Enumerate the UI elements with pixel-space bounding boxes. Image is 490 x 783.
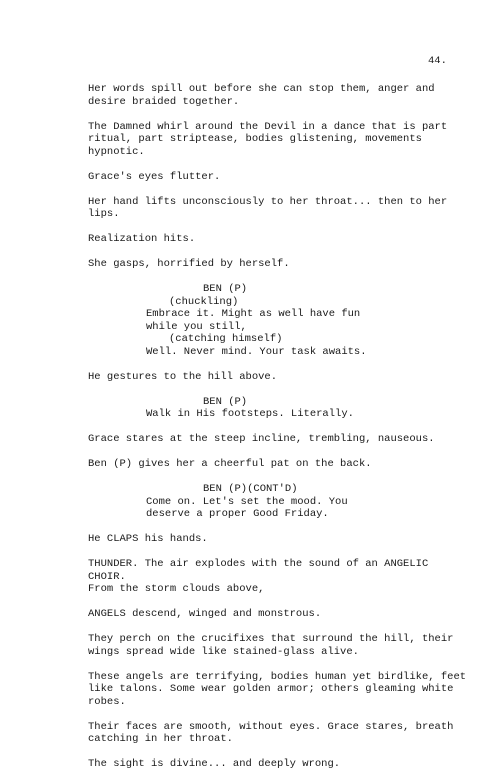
- dialogue-block: [88, 396, 468, 421]
- action-paragraph: He CLAPS his hands.: [88, 533, 208, 545]
- parenthetical: (chuckling): [169, 295, 239, 308]
- action-paragraph: Grace stares at the steep incline, trembling, nauseous.: [88, 433, 435, 445]
- action-paragraph: The sight is divine... and deeply wrong.: [88, 758, 341, 770]
- parenthetical: (catching himself): [169, 333, 283, 345]
- action-paragraph: They perch on the crucifixes that surround the hill, their wings spread wide like stained-glass alive.: [88, 633, 454, 658]
- action-paragraph: Ben (P) gives her a cheerful pat on the back.: [88, 458, 372, 470]
- dialogue-line: Embrace it. Might as well have fun while you still,: [146, 308, 361, 333]
- dialogue-line: Walk in His footsteps. Literally.: [146, 408, 354, 420]
- action-paragraph: He gestures to the hill above.: [88, 370, 278, 383]
- action-paragraph: Realization hits.: [88, 233, 196, 245]
- action-paragraph: She gasps, horrified by herself.: [88, 258, 290, 270]
- character-name: BEN (P): [203, 395, 248, 408]
- action-paragraph: Their faces are smooth, without eyes. Grace stares, breath catching in her throat.: [88, 720, 454, 745]
- action-paragraph: The Damned whirl around the Devil in a dance that is part ritual, part striptease, bodies glistening, movements hypnotic.: [88, 120, 448, 158]
- page-number: 44.: [428, 55, 447, 67]
- action-paragraph: Grace's eyes flutter.: [88, 170, 221, 183]
- dialogue-block: [88, 483, 468, 521]
- action-paragraph: These angels are terrifying, bodies human yet birdlike, feet like talons. Some wear golden armor; others gleaming white robes.: [88, 670, 467, 708]
- character-name: BEN (P): [203, 283, 248, 295]
- action-paragraph: Her hand lifts unconsciously to her throat... then to her lips.: [88, 195, 448, 220]
- dialogue-line: Well. Never mind. Your task awaits.: [146, 345, 367, 358]
- dialogue-line: Come on. Let's set the mood. You deserve a proper Good Friday.: [146, 495, 348, 520]
- action-paragraph: ANGELS descend, winged and monstrous.: [88, 608, 322, 620]
- character-name: BEN (P)(CONT'D): [203, 483, 298, 495]
- dialogue-block: [88, 283, 468, 358]
- action-paragraph: THUNDER. The air explodes with the sound of an ANGELIC CHOIR. From the storm clouds above,: [88, 558, 429, 595]
- action-paragraph: Her words spill out before she can stop them, anger and desire braided together.: [88, 83, 435, 108]
- script-body: [88, 83, 468, 783]
